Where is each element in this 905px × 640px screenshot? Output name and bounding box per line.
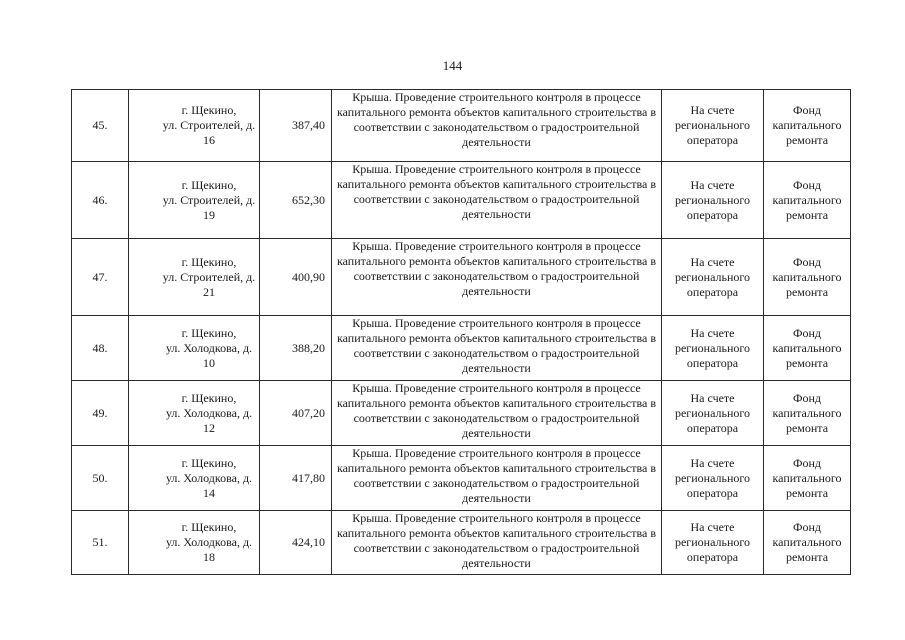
- row-number: 46.: [72, 162, 129, 239]
- row-operator: На счете регионального оператора: [662, 90, 764, 162]
- repair-table: [71, 89, 851, 575]
- row-address: г. Щекино, ул. Строителей, д. 16: [129, 90, 260, 162]
- table-row: [72, 316, 851, 381]
- row-fund: Фонд капитального ремонта: [764, 446, 851, 511]
- row-area: 417,80: [260, 446, 332, 511]
- row-operator: На счете регионального оператора: [662, 239, 764, 316]
- row-operator: На счете регионального оператора: [662, 381, 764, 446]
- row-work-text: Крыша. Проведение строительного контроля в процессе капитального ремонта объектов капитального строительства в соответствии с законодательством о градостроительной деятельности: [336, 511, 657, 570]
- row-address: г. Щекино, ул. Холодкова, д. 10: [129, 316, 260, 381]
- row-number: 51.: [72, 511, 129, 575]
- table-row: [72, 446, 851, 511]
- row-work: [332, 511, 662, 575]
- row-fund: Фонд капитального ремонта: [764, 90, 851, 162]
- table-row: [72, 381, 851, 446]
- row-work-text: Крыша. Проведение строительного контроля в процессе капитального ремонта объектов капитального строительства в соответствии с законодательством о градостроительной деятельности: [336, 90, 657, 149]
- row-work-text: Крыша. Проведение строительного контроля в процессе капитального ремонта объектов капитального строительства в соответствии с законодательством о градостроительной деятельности: [336, 381, 657, 440]
- row-work: [332, 90, 662, 162]
- row-work: [332, 381, 662, 446]
- row-fund: Фонд капитального ремонта: [764, 239, 851, 316]
- row-number: 50.: [72, 446, 129, 511]
- row-address: г. Щекино, ул. Холодкова, д. 18: [129, 511, 260, 575]
- row-area: 400,90: [260, 239, 332, 316]
- row-work-text: Крыша. Проведение строительного контроля в процессе капитального ремонта объектов капитального строительства в соответствии с законодательством о градостроительной деятельности: [336, 446, 657, 505]
- row-number: 49.: [72, 381, 129, 446]
- row-address: г. Щекино, ул. Строителей, д. 19: [129, 162, 260, 239]
- row-number: 48.: [72, 316, 129, 381]
- row-number: 47.: [72, 239, 129, 316]
- table-row: [72, 162, 851, 239]
- page-number: 144: [442, 58, 463, 73]
- row-fund: Фонд капитального ремонта: [764, 162, 851, 239]
- row-address: г. Щекино, ул. Холодкова, д. 14: [129, 446, 260, 511]
- row-operator: На счете регионального оператора: [662, 316, 764, 381]
- row-number: 45.: [72, 90, 129, 162]
- table-row: [72, 239, 851, 316]
- table-row: [72, 511, 851, 575]
- row-operator: На счете регионального оператора: [662, 162, 764, 239]
- row-fund: Фонд капитального ремонта: [764, 316, 851, 381]
- row-work: [332, 239, 662, 316]
- row-work-text: Крыша. Проведение строительного контроля в процессе капитального ремонта объектов капитального строительства в соответствии с законодательством о градостроительной деятельности: [336, 162, 657, 221]
- row-operator: На счете регионального оператора: [662, 511, 764, 575]
- row-address: г. Щекино, ул. Холодкова, д. 12: [129, 381, 260, 446]
- table-row: [72, 90, 851, 162]
- row-fund: Фонд капитального ремонта: [764, 511, 851, 575]
- row-work: [332, 446, 662, 511]
- row-work: [332, 162, 662, 239]
- row-work-text: Крыша. Проведение строительного контроля в процессе капитального ремонта объектов капитального строительства в соответствии с законодательством о градостроительной деятельности: [336, 239, 657, 298]
- row-address: г. Щекино, ул. Строителей, д. 21: [129, 239, 260, 316]
- row-work-text: Крыша. Проведение строительного контроля в процессе капитального ремонта объектов капитального строительства в соответствии с законодательством о градостроительной деятельности: [336, 316, 657, 375]
- row-area: 652,30: [260, 162, 332, 239]
- row-area: 387,40: [260, 90, 332, 162]
- row-area: 424,10: [260, 511, 332, 575]
- row-fund: Фонд капитального ремонта: [764, 381, 851, 446]
- row-area: 407,20: [260, 381, 332, 446]
- row-area: 388,20: [260, 316, 332, 381]
- row-operator: На счете регионального оператора: [662, 446, 764, 511]
- row-work: [332, 316, 662, 381]
